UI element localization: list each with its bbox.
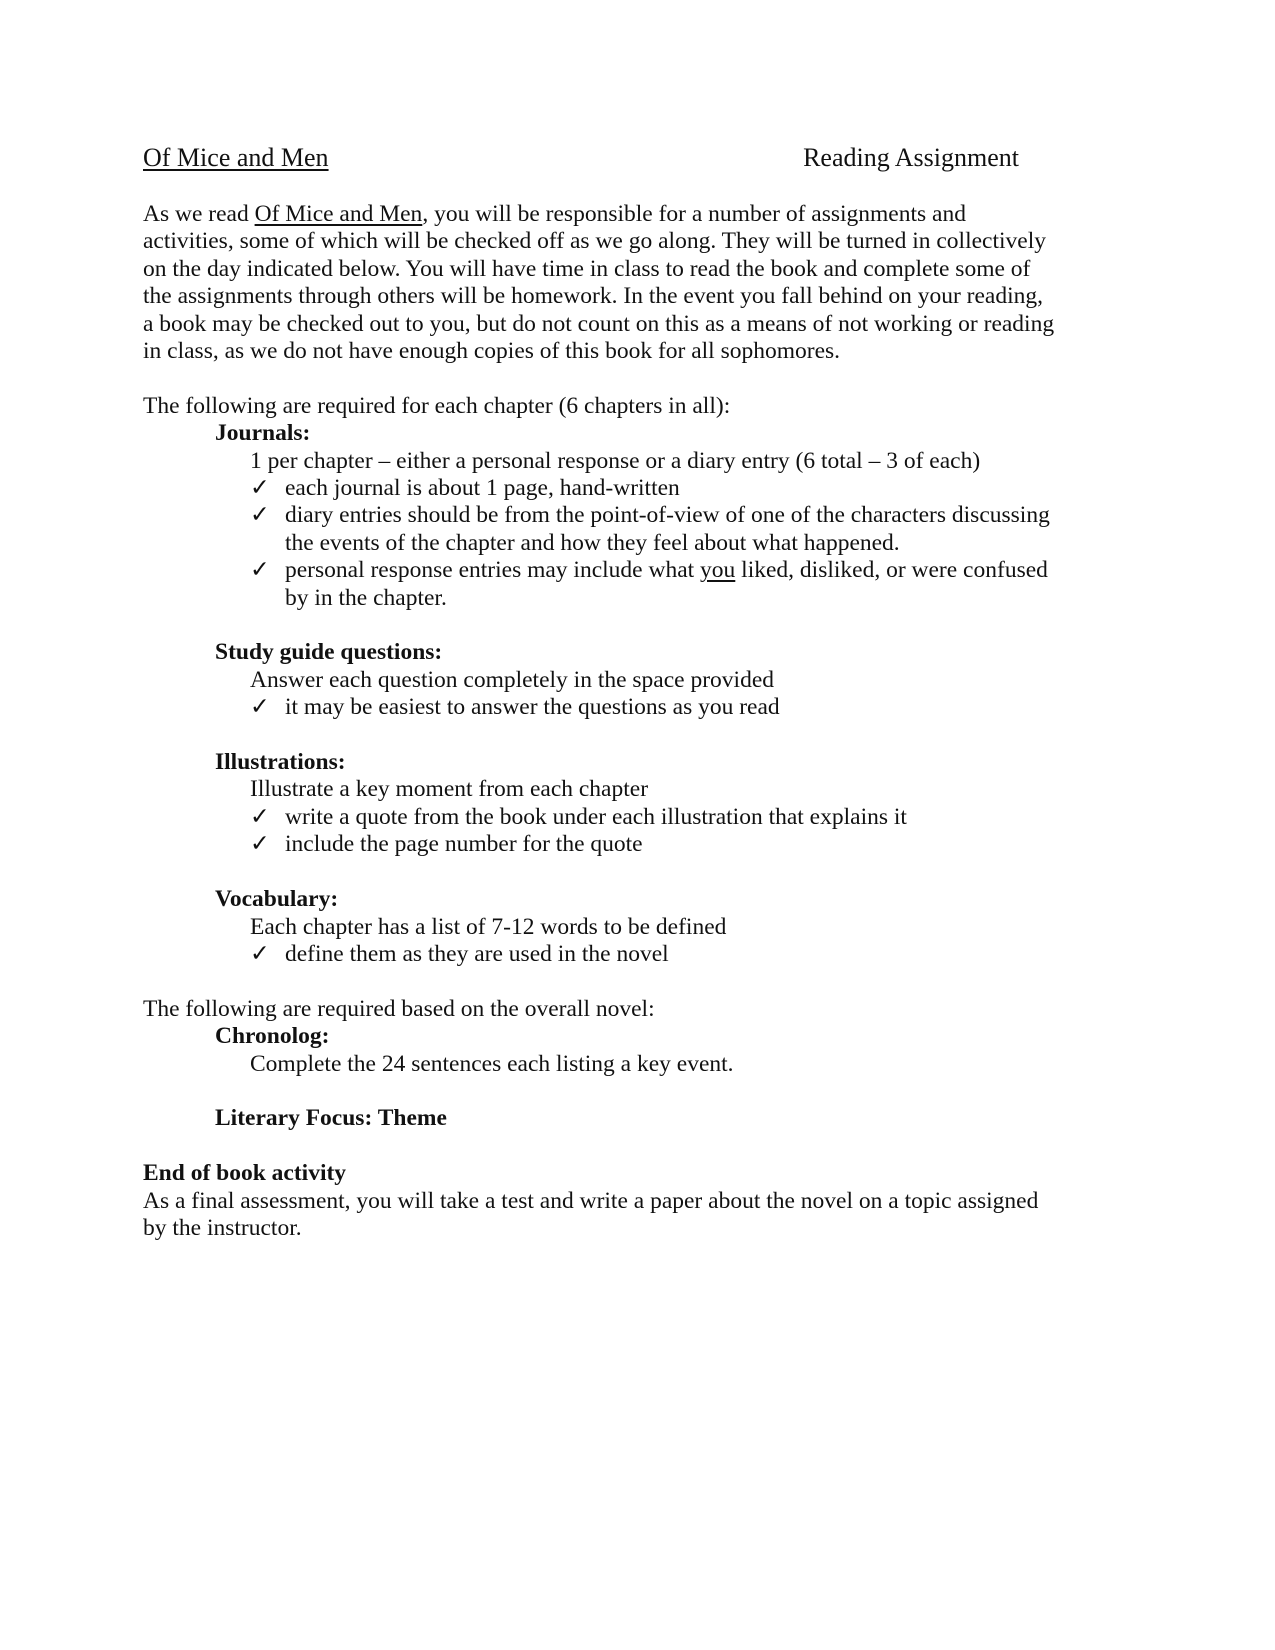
check-icon: ✓ <box>250 803 270 830</box>
document-page <box>143 143 1083 1242</box>
check-item: ✓ each journal is about 1 page, hand-written <box>250 475 680 502</box>
check-item: ✓ write a quote from the book under each illustration that explains it <box>250 803 907 830</box>
check-icon: ✓ <box>250 694 270 721</box>
check-icon: ✓ <box>250 502 270 529</box>
literary-focus-heading: Literary Focus: Theme <box>215 1105 447 1132</box>
emphasis-you: you <box>700 557 736 584</box>
study-heading: Study guide questions: <box>215 639 443 666</box>
intro-text: As we read <box>143 201 255 227</box>
check-icon: ✓ <box>250 940 270 967</box>
document-subtitle: Reading Assignment <box>803 143 1019 172</box>
book-title: Of Mice and Men <box>254 201 423 227</box>
intro-text: in class, as we do not have enough copies of this book for all sophomores. <box>143 338 841 365</box>
journals-desc: 1 per chapter – either a personal response or a diary entry (6 total – 3 of each) <box>250 447 981 474</box>
check-item-continued: the events of the chapter and how they feel about what happened. <box>285 529 900 556</box>
end-activity-text: by the instructor. <box>143 1214 302 1241</box>
vocabulary-heading: Vocabulary: <box>215 886 339 913</box>
check-item-continued: by in the chapter. <box>285 584 447 611</box>
check-icon: ✓ <box>250 831 270 858</box>
end-activity-heading: End of book activity <box>143 1160 347 1187</box>
study-desc: Answer each question completely in the space provided <box>250 666 775 693</box>
check-item: ✓ diary entries should be from the point-of-view of one of the characters discussing <box>250 502 1050 529</box>
check-icon: ✓ <box>250 475 270 502</box>
check-item: ✓ include the page number for the quote <box>250 831 643 858</box>
chronolog-desc: Complete the 24 sentences each listing a key event. <box>250 1050 734 1077</box>
illustrations-heading: Illustrations: <box>215 749 346 776</box>
check-icon: ✓ <box>250 557 270 584</box>
intro-paragraph <box>143 201 1083 365</box>
intro-text: activities, some of which will be checked off as we go along. They will be turned in collectively <box>143 228 1046 255</box>
intro-text: , you will be responsible for a number of assignments and <box>422 201 966 227</box>
journals-heading: Journals: <box>215 420 311 447</box>
end-activity-text: As a final assessment, you will take a test and write a paper about the novel on a topic assigned <box>143 1187 1039 1214</box>
intro-text: a book may be checked out to you, but do not count on this as a means of not working or reading <box>143 310 1055 337</box>
chapter-requirements-lead: The following are required for each chapter (6 chapters in all): <box>143 392 731 419</box>
novel-requirements-lead: The following are required based on the overall novel: <box>143 995 655 1022</box>
vocabulary-desc: Each chapter has a list of 7-12 words to be defined <box>250 913 727 940</box>
check-item: ✓ define them as they are used in the novel <box>250 940 669 967</box>
document-title: Of Mice and Men <box>143 143 329 172</box>
chronolog-heading: Chronolog: <box>215 1023 330 1050</box>
illustrations-desc: Illustrate a key moment from each chapter <box>250 776 649 803</box>
check-item: ✓ it may be easiest to answer the questions as you read <box>250 694 780 721</box>
intro-text: on the day indicated below. You will have time in class to read the book and complete some of <box>143 255 1031 282</box>
check-item: ✓ personal response entries may include what you liked, disliked, or were confused <box>250 557 1048 584</box>
title-row <box>143 143 1083 173</box>
intro-text: the assignments through others will be homework. In the event you fall behind on your reading, <box>143 283 1043 310</box>
